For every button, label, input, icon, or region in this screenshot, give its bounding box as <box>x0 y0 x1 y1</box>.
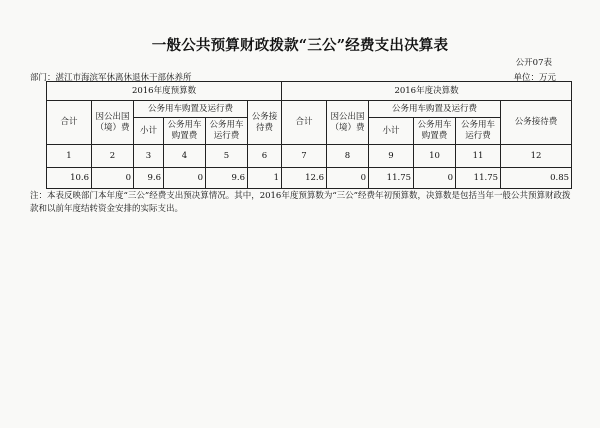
budget-total-header: 合计 <box>47 101 92 145</box>
column-number: 1 <box>47 145 92 168</box>
column-number: 6 <box>248 145 282 168</box>
column-number: 3 <box>134 145 164 168</box>
column-number: 12 <box>501 145 572 168</box>
final-subtotal-header: 小计 <box>369 118 414 145</box>
value-row <box>47 168 572 189</box>
column-number-row <box>47 145 572 168</box>
column-number: 10 <box>414 145 456 168</box>
footnote: 注：本表反映部门本年度“三公”经费支出预决算情况。其中，2016年度预算数为“三公”经费年初预算数，决算数是包括当年一般公共预算财政拨款和以前年度结转资金安排的实际支出。 <box>30 191 571 214</box>
budget-vehicle-header: 公务用车购置及运行费 <box>134 101 248 118</box>
final-year-header: 2016年度决算数 <box>282 82 572 101</box>
value-cell: 10.6 <box>47 168 92 189</box>
budget-vehicle-purchase-header: 公务用车购置费 <box>164 118 206 145</box>
column-number: 5 <box>206 145 248 168</box>
header-row-categories <box>47 101 572 118</box>
budget-vehicle-operation-header: 公务用车运行费 <box>206 118 248 145</box>
value-cell: 1 <box>248 168 282 189</box>
department-label: 部门：湛江市海滨军休离休退休干部休养所 <box>30 73 192 83</box>
final-total-header: 合计 <box>282 101 327 145</box>
final-vehicle-purchase-header: 公务用车购置费 <box>414 118 456 145</box>
column-number: 9 <box>369 145 414 168</box>
column-number: 8 <box>327 145 369 168</box>
column-number: 7 <box>282 145 327 168</box>
unit-label: 单位：万元 <box>513 73 556 83</box>
value-cell: 9.6 <box>206 168 248 189</box>
final-reception-header: 公务接待费 <box>501 101 572 145</box>
value-cell: 0 <box>327 168 369 189</box>
column-number: 4 <box>164 145 206 168</box>
budget-subtotal-header: 小计 <box>134 118 164 145</box>
value-cell: 0 <box>92 168 134 189</box>
budget-abroad-header: 因公出国（境）费 <box>92 101 134 145</box>
column-number: 2 <box>92 145 134 168</box>
final-vehicle-header: 公务用车购置及运行费 <box>369 101 501 118</box>
column-number: 11 <box>456 145 501 168</box>
budget-year-header: 2016年度预算数 <box>47 82 282 101</box>
value-cell: 11.75 <box>456 168 501 189</box>
value-cell: 9.6 <box>134 168 164 189</box>
final-vehicle-operation-header: 公务用车运行费 <box>456 118 501 145</box>
page-title: 一般公共预算财政拨款“三公”经费支出决算表 <box>151 37 449 54</box>
budget-reception-header: 公务接待费 <box>248 101 282 145</box>
header-row-years <box>47 82 572 101</box>
value-cell: 12.6 <box>282 168 327 189</box>
value-cell: 11.75 <box>369 168 414 189</box>
value-cell: 0 <box>414 168 456 189</box>
value-cell: 0.85 <box>501 168 572 189</box>
final-abroad-header: 因公出国（境）费 <box>327 101 369 145</box>
form-number: 公开07表 <box>515 58 552 68</box>
three-public-expenditure-table <box>46 81 572 189</box>
value-cell: 0 <box>164 168 206 189</box>
